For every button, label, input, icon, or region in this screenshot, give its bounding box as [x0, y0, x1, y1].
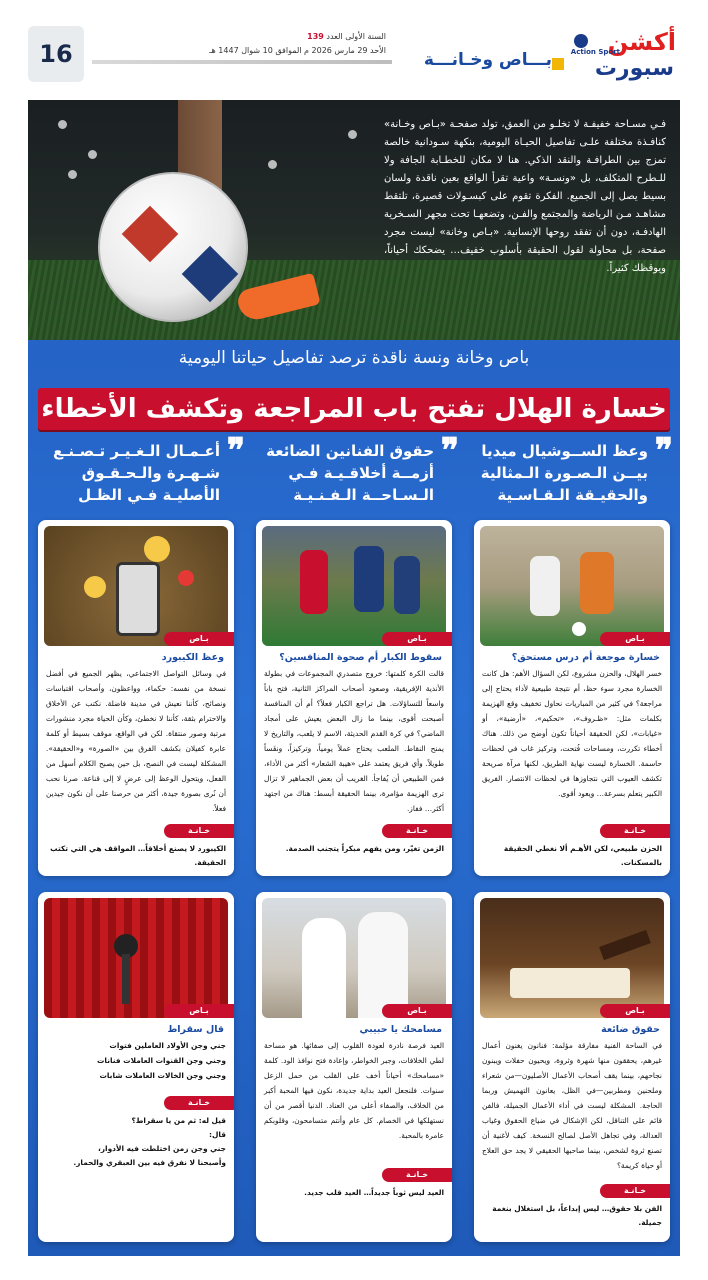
page-number: 16 — [28, 26, 84, 82]
card-title: خسارة موجعة أم درس مستحق؟ — [511, 652, 660, 663]
article-card: بـاص خسارة موجعة أم درس مستحق؟ خسر الهلال، والحزن مشروع، لكن السؤال الأهم: هل كانت الخسارة مجرد سوء حظ، أم نتيجة طبيعية لأداء يحتاج إلى مراجعة؟ في كثير من المباريات نحاول تخفيف وقع الهزيمة بكلمات مثل: «ظـروف»، «تحكيم»، «أرضية»، أو «غيابات»، لكن الحقيقة أحياناً تكون أوضح من ذلك. هناك أخطاء تكررت، ومساحات فُتحت، وتركيز غاب في لحظات حاسمة. الخسارة ليست نهاية الطريق، لكنها مرآة صريحة تكشف العيوب التي نتجاوزها في لحظات الانتصار. الفريق الكبير يتعلم بسرعة… ويعود أقوى. خـانـة الحزن طبيعي، لكن الأهـم ألا نغطي الحقيقة بالمسكنات. — [474, 520, 670, 876]
card-footer: الفن بلا حقوق… ليس إبداعاً، بل استغلال بنغمة جميلة. — [492, 1204, 662, 1227]
football-icon — [574, 34, 588, 48]
card-body: خسر الهلال، والحزن مشروع، لكن السؤال الأهم: هل كانت الخسارة مجرد سوء حظ، أم نتيجة طبيعية لأداء يحتاج إلى مراجعة؟ في كثير من المباريات نحاول تخفيف وقع الهزيمة بكلمات مثل: «ظـروف»، «تحكيم»، «أرضية»، أو «غيابات»، لكن الحقيقة أحياناً تكون أوضح من ذلك. هناك أخطاء تكررت، ومساحات فُتحت، وتركيز غاب في لحظات حاسمة. الخسارة ليست نهاية الطريق، لكنها مرآة صريحة تكشف العيوب التي نتجاوزها في لحظات الانتصار. الفريق الكبير يتعلم بسرعة… ويعود أقوى. — [482, 669, 662, 798]
eid-hug-photo — [262, 898, 446, 1018]
card-footer: قيل له: ثم من يا سقراط؟ قال: جني وجن زمن اختلطت فيه الأدوار، وأصبحنا لا نفرق فيه بين العبقري والحمار. — [73, 1116, 226, 1167]
article-card: بـاص حقوق ضائعة في الساحة الفنية مفارقة مؤلمة: فنانون يغنون أعمال غيرهم، يحققون منها شهرة وثروة، ويحيون حفلات ويبنون نجاحهم، بينما يقف أصحاب الأعمال الأصليون—من شعراء وملحنين ومطربين—في الظل، يعانون التهميش وربما الحاجة. المشكلة ليست في أداء الأعمال الجميلة، فالفن قائم على التناقل، لكن الإشكال في ضياع الحقوق وغياب العدالة، وفي تجاهل الأصل لصالح النسخة. كيف لأغنية أن تصنع ثروة لشخص، بينما صاحبها الحقيقي لا يجد حق العلاج أو حياة كريمة؟ خـانـة الفن بلا حقوق… ليس إبداعاً، بل استغلال بنغمة جميلة. — [474, 892, 670, 1242]
card-title: مسامحك يا حبيبي — [359, 1024, 442, 1035]
article-card: بـاص سقوط الكبار أم صحوة المنافسين؟ قالت الكرة كلمتها: خروج متصدري المجموعات في بطولة الأندية الإفريقية، وصعود أصحاب المراكز الثانية، فتح باباً واسعاً للتساؤلات. هل تراجع الكبار فعلاً؟ أم أن المنافسة أصبحت أقوى، بينما ما زال البعض يعيش على أمجاد الماضي؟ في كرة القدم الحديثة، الاسم لا يلعب، والتاريخ لا يمنح النقاط. الملعب يحتاج عملاً يومياً، وتركيزاً، ونفَساً طويلاً. وأي فريق يعتمد على «هيبة الشعار» أكثر من الأداء، فمن الطبيعي أن يُفاجأ. الغريب أن بعض الجماهير لا تزال ترى الهزيمة مؤامرة، بينما الحقيقة أبسط: هناك من اجتهد أكثر… ففاز. خـانـة الزمن تغيّر، ومن يفهم مبكراً يتجنب الصدمة. — [256, 520, 452, 876]
card-body: جني وجن الأولاد العاملين فتوات وجني وجن القنوات العاملات فنانات وجني وجن الخالات العاملات شابات — [97, 1041, 226, 1080]
pull-quote-3: ❞ أعـمـال الـغـيـر تـصـنـع شـهـرة والـحـقـوق الأصليـة فـي الظـل — [52, 431, 246, 504]
headline: خسارة الهلال تفتح باب المراجعة وتكشف الأخطاء — [38, 388, 670, 430]
header-divider — [92, 60, 392, 64]
quote-mark-icon: ❞ — [226, 431, 246, 471]
issue-number: 139 — [307, 32, 324, 41]
card-footer: الكيبورد لا يصنع أخلاقاً… المواقف هي التي تكتب الحقيقة. — [50, 844, 226, 867]
page-header — [28, 26, 680, 90]
football-tackle-photo — [480, 526, 664, 646]
issue-info: السنة الأولى العدد 139 الأحد 29 مارس 2026 م الموافق 10 شوال 1447 هـ — [92, 30, 392, 68]
card-title: حقوق ضائعة — [601, 1024, 660, 1035]
quote-mark-icon: ❞ — [654, 431, 674, 471]
section-title: بـــاص وخـانـــة — [392, 50, 552, 80]
card-body: قالت الكرة كلمتها: خروج متصدري المجموعات في بطولة الأندية الإفريقية، وصعود أصحاب المراكز الثانية، فتح باباً واسعاً للتساؤلات. هل تراجع الكبار فعلاً؟ أم أن المنافسة أصبحت أقوى، بينما ما زال البعض يعيش على أمجاد الماضي؟ في كرة القدم الحديثة، الاسم لا يلعب، والتاريخ لا يمنح النقاط. الملعب يحتاج عملاً يومياً، وتركيزاً، ونفَساً طويلاً. وأي فريق يعتمد على «هيبة الشعار» أكثر من الأداء، فمن الطبيعي أن يُفاجأ. الغريب أن بعض الجماهير لا تزال ترى الهزيمة مؤامرة، بينما الحقيقة أبسط: هناك من اجتهد أكثر… ففاز. — [264, 669, 444, 813]
article-card: بـاص وعظ الكيبورد في وسائل التواصل الاجتماعي، يظهر الجميع في أفضل نسخة من نفسه: حكماء، وواعظون، وأصحاب اقتباسات ونصائح، كأننا نعيش في مدينة فاضلة. نكتب عن الأخلاق والاحترام بثقة، كأننا لا نخطئ، وكأن الحياة مجرد منشورات مرتبة وصور منتقاة. لكن في الواقع، موقف بسيط أو كلمة عابرة كفيلان بكشف الفرق بين «الصورة» و«الحقيقة». المشكلة ليست في النصح، بل حين يصبح الكلام أسهل من الفعل، ويتحول الوعظ إلى عرضٍ لا إلى قناعة. صرنا نحب أن نُرى بصورة جيدة، أكثر من حرصنا على أن نكون جيدين فعلاً. خـانـة الكيبورد لا يصنع أخلاقاً… المواقف هي التي تكتب الحقيقة. — [38, 520, 234, 876]
card-title: قال سقراط — [167, 1024, 224, 1035]
microphone-stage-photo — [44, 898, 228, 1018]
kicker: باص وخانة ونسة ناقدة ترصد تفاصيل حياتنا اليومية — [178, 348, 530, 368]
quote-mark-icon: ❞ — [440, 431, 460, 471]
card-footer: العيد ليس ثوباً جديداً… العيد قلب جديد. — [304, 1188, 444, 1197]
card-title: وعظ الكيبورد — [161, 652, 224, 663]
card-footer: الحزن طبيعي، لكن الأهـم ألا نغطي الحقيقة بالمسكنات. — [503, 844, 662, 867]
article-card: بـاص مسامحك يا حبيبي العيد فرصة نادرة لعودة القلوب إلى صفائها. هو مساحة لطي الخلافات، وجبر الخواطر، وإعادة فتح نوافذ الود. كلمة «مسامحك» أحياناً أخف على القلب من حمل الزعل سنوات. فلنجعل العيد بداية جديدة، نكون فيها المحبة أكبر من الخلاف، والصفاء أعلى من العناد. الدنيا أقصر من أن نستهلكها في الخصام. كل عام وأنتم متسامحون، وقلوبكم عامرة بالمحبة. خـانـة العيد ليس ثوباً جديداً… العيد قلب جديد. — [256, 892, 452, 1242]
card-title: سقوط الكبار أم صحوة المنافسين؟ — [279, 652, 442, 663]
article-card: بـاص قال سقراط جني وجن الأولاد العاملين فتوات وجني وجن القنوات العاملات فنانات وجني وجن الخالات العاملات شابات خـانـة قيل له: ثم من يا سقراط؟ قال: جني وجن زمن اختلطت فيه الأدوار، وأصبحنا لا نفرق فيه بين العبقري والحمار. — [38, 892, 234, 1242]
main-section — [28, 340, 680, 1256]
football-icon — [98, 172, 248, 322]
gavel-books-photo — [480, 898, 664, 1018]
intro-text: فـي مسـاحة خفيفـة لا تخلـو من العمق، تولد صفحـة «بـاص وخـانة» كنافـذة مختلفة علـى تفاصيل الحيـاة اليومية، بنكهة سـودانية خالصة تمزج بين الطرافـة والنقد الذكي. هنا لا مكان للخطـابة الجافة ولا للـطرح المتكلف، بل «ونسـة» واعية تقرأ الواقع بعين ناقدة ولسان بسيط يصل إلى الجميع. الفكرة تقوم على كبسـولات قصيرة، تلتقط مشاهـد مـن الرياضة والمجتمع والفـن، وتضعهـا تحت مجهر السـخرية الهادفـة، دون أن تفقد روحها الإنسانية. «بـاص وخانة» ليست مجرد صفحة، بل محاولة لقول الحقيقة بأسلوب خفيف… يضحكك أحياناً، ويوقظك كثيراً. — [384, 119, 666, 274]
card-body: العيد فرصة نادرة لعودة القلوب إلى صفائها. هو مساحة لطي الخلافات، وجبر الخواطر، وإعادة فتح نوافذ الود. كلمة «مسامحك» أحياناً أخف على القلب من حمل الزعل سنوات. فلنجعل العيد بداية جديدة، نكون فيها المحبة أكبر من الخلاف، والصفاء أعلى من العناد. الدنيا أقصر من أن نستهلكها في الخصام. كل عام وأنتم متسامحون، وقلوبكم عامرة بالمحبة. — [264, 1041, 444, 1140]
football-match-photo — [262, 526, 446, 646]
issue-date: الأحد 29 مارس 2026 م الموافق 10 شوال 1447 هـ — [209, 46, 386, 55]
pull-quote-2: ❞ حقوق الفنانين الضائعة أزمــة أخلاقـيـة فـي الـسـاحــة الـفـنـيـة — [266, 431, 460, 504]
hero-image — [28, 100, 680, 340]
section-marker-icon — [552, 58, 564, 70]
card-body: في الساحة الفنية مفارقة مؤلمة: فنانون يغنون أعمال غيرهم، يحققون منها شهرة وثروة، ويحيون حفلات ويبنون نجاحهم، بينما يقف أصحاب الأعمال الأصليون—من شعراء وملحنين ومطربين—في الظل، يعانون التهميش وربما الحاجة. المشكلة ليست في أداء الأعمال الجميلة، فالفن قائم على التناقل، لكن الإشكال في ضياع الحقوق وغياب العدالة، وفي تجاهل الأصل لصالح النسخة. كيف لأغنية أن تصنع ثروة لشخص، بينما صاحبها الحقيقي لا يجد حق العلاج أو حياة كريمة؟ — [482, 1041, 662, 1170]
card-footer: الزمن تغيّر، ومن يفهم مبكراً يتجنب الصدمة. — [285, 844, 444, 853]
card-body: في وسائل التواصل الاجتماعي، يظهر الجميع في أفضل نسخة من نفسه: حكماء، وواعظون، وأصحاب اقتباسات ونصائح، كأننا نعيش في مدينة فاضلة. نكتب عن الأخلاق والاحترام بثقة، كأننا لا نخطئ، وكأن الحياة مجرد منشورات مرتبة وصور منتقاة. لكن في الواقع، موقف بسيط أو كلمة عابرة كفيلان بكشف الفرق بين «الصورة» و«الحقيقة». المشكلة ليست في النصح، بل حين يصبح الكلام أسهل من الفعل، ويتحول الوعظ إلى عرضٍ لا إلى قناعة. صرنا نحب أن نُرى بصورة جيدة، أكثر من حرصنا على أن نكون جيدين فعلاً. — [46, 669, 226, 813]
pull-quote-1: ❞ وعظ الســوشيال ميديا بيــن الـصـورة الـمثالية والحقيـقة الـقـاسـية — [480, 431, 674, 504]
phone-emoji-photo — [44, 526, 228, 646]
action-sport-logo: أكشن Action Sport سبورت — [570, 28, 676, 81]
